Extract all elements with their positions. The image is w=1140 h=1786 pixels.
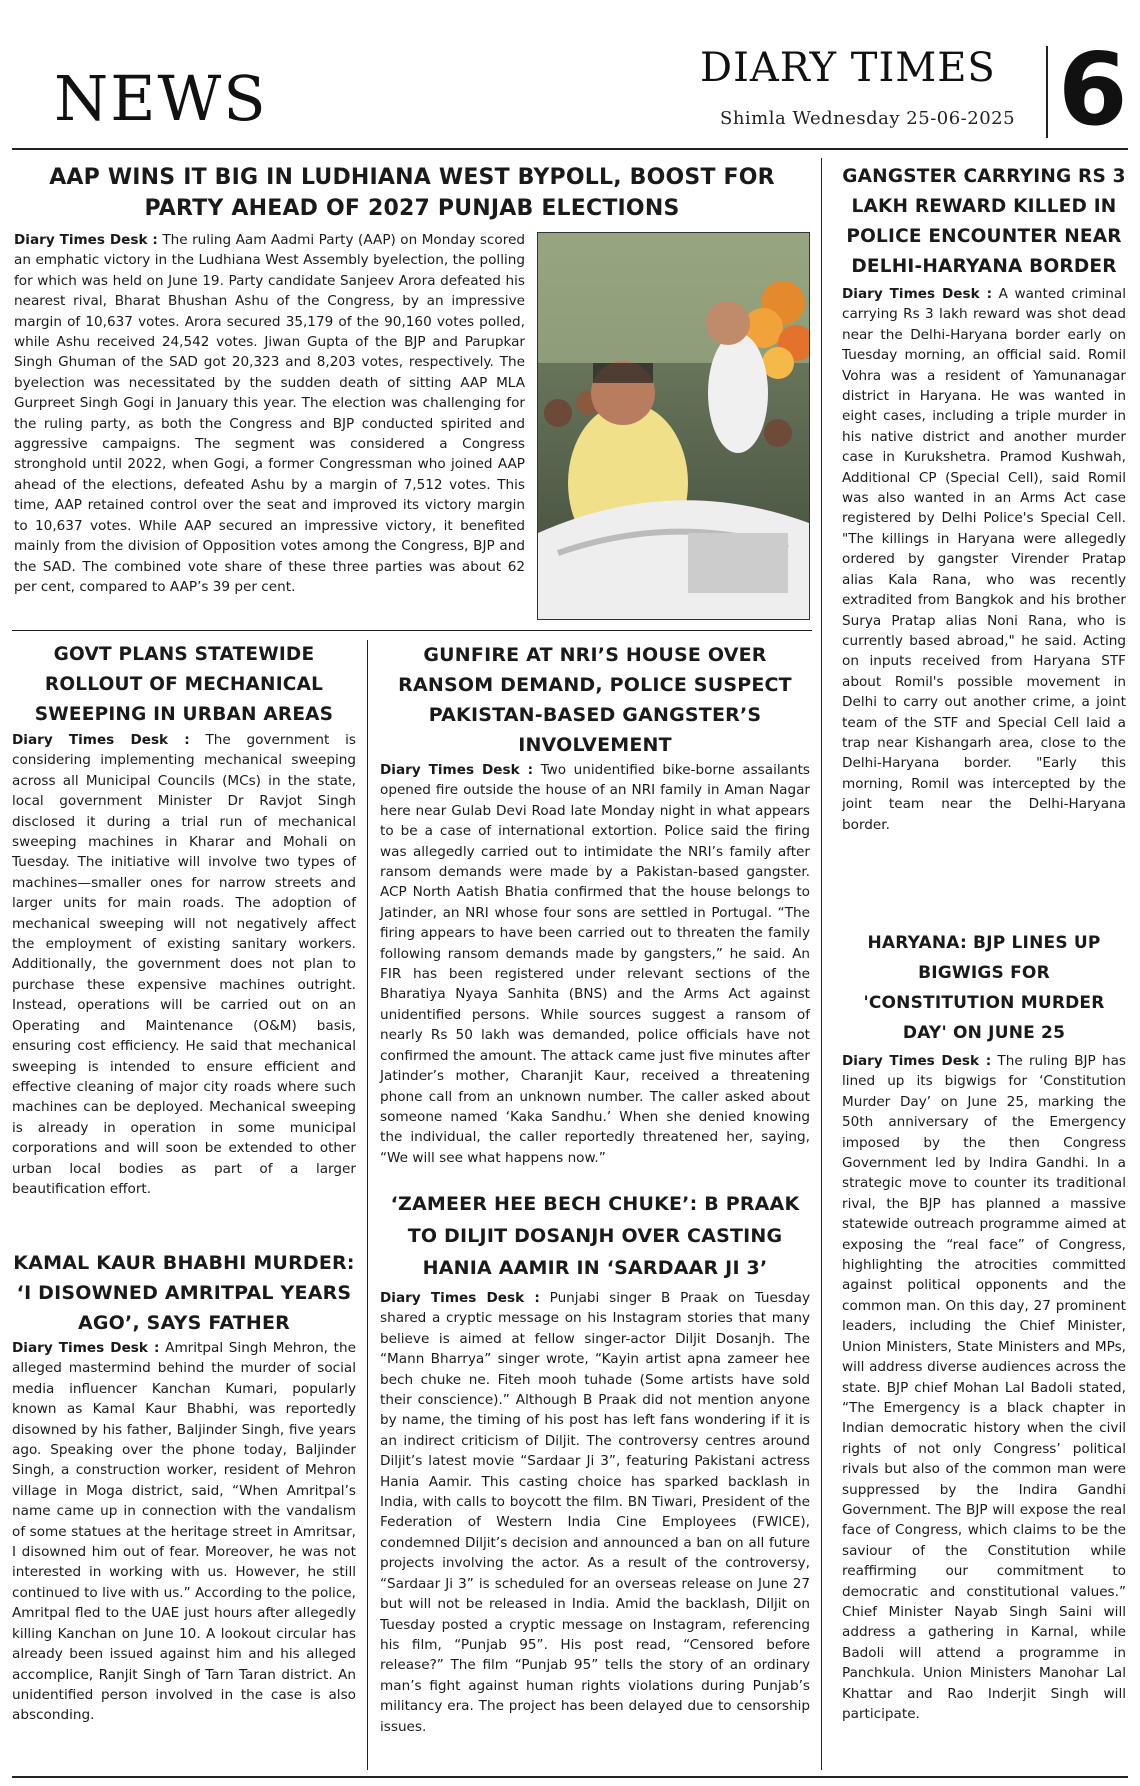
lead-story-rule: [12, 630, 812, 631]
masthead-divider: [1046, 46, 1048, 138]
article-body: [380, 760, 810, 1168]
newspaper-name: DIARY TIMES: [700, 45, 996, 91]
article-body: [12, 1338, 356, 1726]
article-text: Amritpal Singh Mehron, the alleged mastermind behind the murder of social media influencer Kanchan Kumari, popularly known as Kamal Kaur Bhabhi, was reportedly disowned by his father, Baljinder Singh, five years ago. Speaking over the phone today, Baljinder Singh, a construction worker, resident of Mehron village in Moga district, said, “When Amritpal’s name came up in connection with the vandalism of some statues at the heritage street in Amritsar, I disowned him out of fear. Moreover, he was not interested in working with us. However, he still continued to live with us.” According to the police, Amritpal fled to the UAE just hours after allegedly killing Kanchan on June 10. A lookout circular has already been issued against him and his alleged accomplice, Ranjit Singh of Tarn Taran district. An unidentified person involved in the case is also absconding.: [12, 1340, 356, 1724]
headline: GOVT PLANS STATEWIDE ROLLOUT OF MECHANICAL SWEEPING IN URBAN AREAS: [34, 644, 334, 725]
headline: GUNFIRE AT NRI’S HOUSE OVER RANSOM DEMAND, POLICE SUSPECT PAKISTAN-BASED GANGSTER’S INVOLVEMENT: [398, 644, 792, 756]
headline: KAMAL KAUR BHABHI MURDER: ‘I DISOWNED AMRITPAL YEARS AGO’, SAYS FATHER: [13, 1252, 355, 1334]
article-mechanical-sweeping: [12, 640, 356, 1199]
headline: AAP WINS IT BIG IN LUDHIANA WEST BYPOLL, BOOST FOR PARTY AHEAD OF 2027 PUNJAB ELECTIONS: [49, 165, 775, 221]
bottom-rule: [12, 1776, 1128, 1778]
article-text: The government is considering implementing mechanical sweeping across all Municipal Councils (MCs) in the state, local government Minister Dr Ravjot Singh disclosed it during a trial run of mechanical sweeping machines in Kharar and Mohali on Tuesday. The initiative will involve two types of machines—smaller ones for narrow streets and larger units for main roads. The adoption of mechanical sweeping will not negatively affect the employment of existing sanitary workers. Additionally, the government does not plan to purchase these expensive machines outright. Instead, operations will be carried out on an Operating and Maintenance (O&M) basis, ensuring cost efficiency. He said that mechanical sweeping is intended to ensure efficient and effective cleaning of major city roads where such machines can be deployed. Mechanical sweeping is already in operation in some municipal corporations and will soon be extended to other urban local bodies as part of a larger beautification effort.: [12, 732, 356, 1197]
article-nri-gunfire: [380, 640, 810, 1168]
article-b-praak: [380, 1188, 810, 1737]
article-haryana-bjp: [842, 928, 1126, 1724]
top-rule: [12, 148, 1128, 150]
article-text: A wanted criminal carrying Rs 3 lakh reward was shot dead near the Delhi-Haryana border early on Tuesday morning, an official said. Romil Vohra was a resident of Yamunanagar district in Haryana. He was wanted in eight cases, including a triple murder in his native district and another murder case in Kurukshetra. Pramod Kushwah, Additional CP (Special Cell), said Romil was also wanted in an Arms Act case registered by Delhi Police's Special Cell. "The killings in Haryana were allegedly ordered by gangster Virender Pratap alias Kala Rana, who was recently extradited from Bangkok and his brother Surya Pratap alias Noni Rana, who is currently based abroad," he said. Acting on inputs received from Haryana STF about Romil's possible movement in Delhi to carry out another crime, a joint team of the STF and Special Cell laid a trap near Kishangarh area, close to the Delhi-Haryana border. "Early this morning, Romil was intercepted by the joint team near the Delhi-Haryana border.: [842, 286, 1126, 833]
article-body: [842, 1051, 1126, 1724]
headline: GANGSTER CARRYING RS 3 LAKH REWARD KILLED IN POLICE ENCOUNTER NEAR DELHI-HARYANA BORDER: [842, 166, 1126, 277]
byline: Diary Times Desk :: [380, 1290, 540, 1306]
article-text: The ruling Aam Aadmi Party (AAP) on Monday scored an emphatic victory in the Ludhiana West Assembly byelection, the polling for which was held on June 19. Party candidate Sanjeev Arora defeated his nearest rival, Bharat Bhushan Ashu of the Congress, by an impressive margin of 10,637 votes. Arora secured 35,179 of the 90,160 votes polled, while Ashu received 24,542 votes. Jiwan Gupta of the BJP and Parupkar Singh Ghuman of the SAD got 20,323 and 8,203 votes, respectively. The byelection was necessitated by the sudden death of sitting AAP MLA Gurpreet Singh Gogi in January this year. The election was challenging for the ruling party, as both the Congress and BJP conducted spirited and aggressive campaigns. The segment was considered a Congress stronghold until 2022, when Gogi, a former Congressman who joined AAP ahead of the elections, defeated Ashu by a margin of 7,512 votes. This time, AAP retained control over the seat and improved its victory margin to 10,637 votes. While AAP secured an impressive victory, it benefited mainly from the division of Opposition votes among the Congress, BJP and the SAD. The combined vote share of these three parties was about 62 per cent, compared to AAP’s 39 per cent.: [14, 232, 526, 595]
page-number: 6: [1058, 31, 1128, 148]
column-divider-main: [821, 158, 822, 1770]
byline: Diary Times Desk :: [12, 1340, 160, 1356]
byline: Diary Times Desk :: [12, 732, 190, 748]
campaign-photo: [538, 233, 809, 619]
byline: Diary Times Desk :: [14, 232, 158, 248]
article-text: Two unidentified bike-borne assailants opened fire outside the house of an NRI family in Aman Nagar here near Gulab Devi Road late Monday night in what appears to be a case of international extortion. Police said the firing was allegedly carried out to intimidate the NRI’s family after ransom demands were made by a Pakistan-based gangster. ACP North Aatish Bhatia confirmed that the house belongs to Jatinder, an NRI whose four sons are settled in Portugal. “The firing appears to have been carried out to threaten the family following ransom demands made by gangsters,” he said. An FIR has been registered under relevant sections of the Bharatiya Nyaya Sanhita (BNS) and the Arms Act against unidentified persons. While sources suggest a ransom of nearly Rs 50 lakh was demanded, police officials have not confirmed the amount. The attack came just five minutes after Jatinder’s mother, Charanjit Kaur, received a threatening phone call from an unknown number. The caller asked about someone named ‘Kaka Sandhu.’ When she denied knowing the individual, the caller reportedly threatened her, saying, “We will see what happens now.”: [380, 762, 811, 1166]
article-text: The ruling BJP has lined up its bigwigs for ‘Constitution Murder Day’ on June 25, marking the 50th anniversary of the Emergency imposed by the then Congress Government led by Indira Gandhi. In a strategic move to counter its traditional rival, the BJP has planned a massive statewide outreach programme aimed at exposing the “real face” of Congress, highlighting the atrocities committed against political opponents and the common man. On this day, 27 prominent leaders, including the Chief Minister, Union Ministers, State Ministers and MPs, will address diverse audiences across the state. BJP chief Mohan Lal Badoli stated, “The Emergency is a black chapter in Indian democratic history when the civil rights of not only Congress’ political rivals but also of the common man were suppressed by the Indira Gandhi Government. The BJP will expose the real face of Congress, which claims to be the saviour of the Constitution while reaffirming our commitment to democratic and constitutional values.” Chief Minister Nayab Singh Saini will address a gathering in Karnal, while Badoli will attend a programme in Panchkula. Union Ministers Manohar Lal Khattar and Rao Inderjit Singh will participate.: [842, 1053, 1127, 1722]
news-photo: [537, 232, 810, 620]
article-aap-bypoll: [14, 162, 810, 624]
article-body: [380, 1288, 810, 1737]
headline: ‘ZAMEER HEE BECH CHUKE’: B PRAAK TO DILJIT DOSANJH OVER CASTING HANIA AAMIR IN ‘SARDAAR JI 3’: [390, 1193, 800, 1279]
byline: Diary Times Desk :: [842, 1053, 992, 1069]
article-gangster-encounter: [842, 162, 1126, 835]
byline: Diary Times Desk :: [842, 286, 993, 302]
section-title: NEWS: [54, 62, 268, 135]
article-text: Punjabi singer B Praak on Tuesday shared a cryptic message on his Instagram stories that many believe is aimed at fellow singer-actor Diljit Dosanjh. The “Mann Bharrya” singer wrote, “Kayin artist apna zameer hee bech chuke ne. Fiteh mooh tuhade (Some artists have sold their conscience).” Although B Praak did not mention anyone by name, the timing of his post has left fans wondering if it is an indirect criticism of Diljit. The controversy centres around Diljit’s latest movie “Sardaar Ji 3”, featuring Pakistani actress Hania Aamir. This casting choice has sparked backlash in India, with calls to boycott the film. BN Tiwari, President of the Federation of Western India Cine Employees (FWICE), condemned Diljit’s decision and announced a ban on all future projects involving the actor. As a result of the controversy, “Sardaar Ji 3” is scheduled for an overseas release on June 27 but will not be released in India. Amid the backlash, Diljit on Tuesday posted a cryptic message on Instagram, referencing his film, “Punjab 95”. His post read, “Censored before release?” The film “Punjab 95” tells the story of an ordinary man’s fight against human rights violations during Punjab’s militancy era. The project has been delayed due to censorship issues.: [380, 1290, 811, 1735]
column-divider-secondary: [367, 640, 368, 1770]
article-body: [842, 284, 1126, 835]
article-body: [12, 730, 356, 1199]
dateline: Shimla Wednesday 25-06-2025: [720, 108, 1016, 129]
byline: Diary Times Desk :: [380, 762, 534, 778]
headline: HARYANA: BJP LINES UP BIGWIGS FOR 'CONSTITUTION MURDER DAY' ON JUNE 25: [863, 933, 1105, 1043]
article-kamal-kaur: [12, 1248, 356, 1726]
